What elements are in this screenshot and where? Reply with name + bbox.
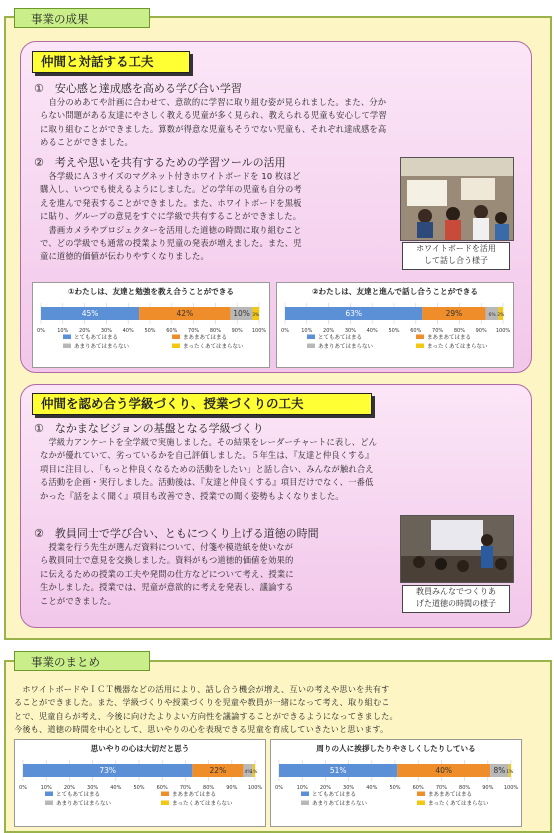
text-line: なかが優れていて、劣っているかを自己評価しました。５年生は、『友達と仲良くする』 [40,450,374,461]
caption-line: 教員みんなでつくりあ [416,587,496,596]
legend-label: あまりあてはまらない [312,801,368,807]
legend-swatch [416,344,424,349]
x-tick-label: 50% [133,785,145,791]
text-line: 書画カメラやプロジェクターを活用した道徳の時間に取り組むこと [40,224,302,235]
text-line: 自分のめあてや計画に合わせて、意欲的に学習に取り組む姿が見られました。また、分か [40,97,387,107]
chart-3 [14,739,266,827]
x-tick-label: 0% [37,328,45,334]
legend-swatch [307,335,315,340]
x-tick-label: 10% [40,785,52,791]
data-label: 10% [233,309,250,318]
legend-swatch [301,801,309,806]
text-line: とで、児童自らが考え、今後に向けたよりよい方向性を議論することができるようになってきました。 [14,710,398,721]
text-line: 学級力アンケートを全学級で実施しました。その結果をレーダーチャートに表し、どん [40,437,378,447]
data-label: 22% [209,766,227,775]
data-label: 1% [506,770,514,775]
caption-line: ホワイトボードを活用 [416,244,496,253]
x-tick-label: 0% [275,785,283,791]
legend-label: とてもあてはまる [56,792,101,798]
data-label: 8% [493,766,506,775]
text-line: めることができました。 [40,137,133,148]
data-label: 63% [345,309,363,318]
x-tick-label: 0% [19,785,27,791]
x-tick-label: 50% [144,328,156,334]
legend-swatch [161,801,169,806]
paragraph-2-2 [40,541,392,608]
heading-1-1: ① 安心感と達成感を高める学び合い学習 [34,82,242,95]
text-line: 項目に注目し、「もっと仲良くなるための活動をしたい」と話し合い、みんなが触れ合え [40,463,374,474]
legend-label: まあまあてはまる [183,335,228,341]
text-line: らない問題がある友達にやさしく教える児童が多く見られ、教えられる児童も安心して学習 [40,110,387,121]
data-label: 73% [99,766,117,775]
x-tick-label: 20% [323,328,335,334]
legend-label: あまりあてはまらない [56,801,112,807]
x-tick-label: 80% [453,328,465,334]
legend-swatch [416,335,424,340]
chart-title: 周りの人に挨拶したりやさしくしたりしている [316,744,476,753]
x-tick-label: 70% [179,785,191,791]
legend-swatch [161,792,169,797]
data-label: 1% [250,770,258,775]
legend-label: まあまあてはまる [172,792,217,798]
x-tick-label: 90% [482,785,494,791]
x-tick-label: 60% [412,785,424,791]
text-line: 童に道徳的価値が伝わりやすくなりました。 [40,251,209,262]
x-tick-label: 60% [156,785,168,791]
x-tick-label: 100% [503,785,519,791]
legend-swatch [63,344,71,349]
x-tick-label: 40% [366,328,378,334]
text-line: に取り組むことができました。算数が得意な児童もそうでない児童も、それぞれ達成感を高 [40,123,387,134]
text-line: かった『話をよく聞く』項目も改善でき、授業での聞く姿勢もよくなりました。 [40,490,344,501]
legend-swatch [301,792,309,797]
legend-swatch [172,344,180,349]
x-tick-label: 30% [87,785,99,791]
x-tick-label: 90% [231,328,243,334]
legend-label: まったくあてはまらない [183,344,244,350]
data-label: 40% [435,766,453,775]
data-label: 4% [244,770,252,775]
paragraph-1-1 [40,96,512,150]
legend-label: まあまあてはまる [427,335,472,341]
legend-label: まったくあてはまらない [427,344,488,350]
text-line: えを進んで発表することができました。また、ホワイトボードを黒板 [40,197,302,208]
legend-label: あまりあてはまらない [318,344,374,350]
x-tick-label: 30% [344,328,356,334]
banner-dialogue: 仲間と対話する工夫 [32,51,190,73]
data-label: 6% [488,313,496,318]
paragraph-1-2 [40,170,392,264]
summary-paragraph [14,683,540,736]
text-line: に伝えるための授業の工夫や発問の仕方などについて考え、授業に [40,568,294,579]
x-tick-label: 90% [226,785,238,791]
legend-swatch [45,801,53,806]
x-tick-label: 100% [247,785,263,791]
legend-swatch [417,792,425,797]
x-tick-label: 80% [203,785,215,791]
x-tick-label: 100% [495,328,511,334]
x-tick-label: 40% [366,785,378,791]
x-tick-label: 70% [188,328,200,334]
text-line: に貼り、グループの意見をすぐに学級で共有することができました。 [40,211,302,222]
text-line: 購入し、いつでも使えるようにしました。どの学年の児童も自分の考 [40,184,302,195]
x-tick-label: 20% [63,785,75,791]
text-line: ことができました。 [40,595,117,606]
data-label: 42% [176,309,194,318]
x-tick-label: 70% [435,785,447,791]
legend-label: まったくあてはまらない [172,801,233,807]
x-tick-label: 80% [209,328,221,334]
legend-swatch [172,335,180,340]
x-tick-label: 20% [79,328,91,334]
text-line: 今後も、道徳の時間を中心として、思いやりの心を表現できる児童を育成していきたいと思います。 [14,723,389,734]
legend-label: まあまあてはまる [428,792,473,798]
data-label: 51% [329,766,347,775]
chart-2 [276,282,514,368]
x-tick-label: 100% [251,328,267,334]
x-tick-label: 10% [301,328,313,334]
x-tick-label: 0% [281,328,289,334]
legend-label: まったくあてはまらない [428,801,489,807]
text-line: で、どの学級でも通常の授業より児童の発表が増えました。また、児 [40,238,302,249]
legend-label: とてもあてはまる [74,335,119,341]
text-line: ホワイトボードやＩＣＴ機器などの活用により、話し合う機会が増え、互いの考えや思いを共有す [14,684,390,694]
data-label: 3% [252,313,260,318]
x-tick-label: 80% [459,785,471,791]
x-tick-label: 60% [166,328,178,334]
x-tick-label: 10% [296,785,308,791]
photo-caption-1 [402,242,510,270]
chart-title: 思いやりの心は大切だと思う [90,744,190,753]
text-line: 各学級にＡ３サイズのマグネット付きホワイトボードを 10 枚ほど [40,171,301,181]
caption-line: げた道徳の時間の様子 [416,599,496,608]
x-tick-label: 20% [319,785,331,791]
chart-1 [32,282,270,368]
legend-swatch [417,801,425,806]
paragraph-2-1 [40,436,512,503]
section-tab-results: 事業の成果 [14,8,150,28]
heading-1-2: ② 考えや思いを共有するための学習ツールの活用 [34,156,286,169]
x-tick-label: 70% [432,328,444,334]
x-tick-label: 30% [100,328,112,334]
photo-caption-2 [402,585,510,613]
x-tick-label: 50% [389,785,401,791]
text-line: ら教員同士で意見を交換しました。資料がもつ道徳的価値を効果的 [40,555,294,566]
data-label: 2% [497,313,505,318]
heading-2-1: ① なかまなビジョンの基盤となる学級づくり [34,422,264,435]
data-label: 29% [445,309,463,318]
x-tick-label: 30% [343,785,355,791]
text-line: る活動を企画・実行しました。活動後は、『友達と仲良くする』項目だけでなく、一番低 [40,477,374,488]
chart-title: ②わたしは、友達と進んで話し合うことができる [312,287,478,296]
x-tick-label: 50% [388,328,400,334]
classroom-photo [400,157,514,241]
x-tick-label: 60% [410,328,422,334]
x-tick-label: 40% [110,785,122,791]
text-line: 生かしました。授業では、児童が意欲的に考えを発表し、議論する [40,582,294,593]
legend-swatch [307,344,315,349]
heading-2-2: ② 教員同士で学び合い、ともにつくり上げる道徳の時間 [34,527,319,540]
text-line: 授業を行う先生が選んだ資料について、付箋や模造紙を使いなが [40,542,294,552]
legend-label: とてもあてはまる [318,335,363,341]
legend-label: あまりあてはまらない [74,344,130,350]
legend-label: とてもあてはまる [312,792,357,798]
chart-4 [270,739,522,827]
legend-swatch [45,792,53,797]
section-tab-summary: 事業のまとめ [14,651,150,671]
x-tick-label: 90% [475,328,487,334]
x-tick-label: 40% [122,328,134,334]
data-label: 45% [81,309,99,318]
text-line: ることができました。また、学級づくりや授業づくりを児童や教員が一緒になって考え、取り組むこ [14,697,390,708]
caption-line: して話し合う様子 [424,256,488,265]
legend-swatch [63,335,71,340]
teachers-photo [400,515,514,583]
chart-title: ①わたしは、友達と勉強を教え合うことができる [68,287,234,296]
x-tick-label: 10% [57,328,69,334]
banner-recognition: 仲間を認め合う学級づくり、授業づくりの工夫 [32,393,372,415]
